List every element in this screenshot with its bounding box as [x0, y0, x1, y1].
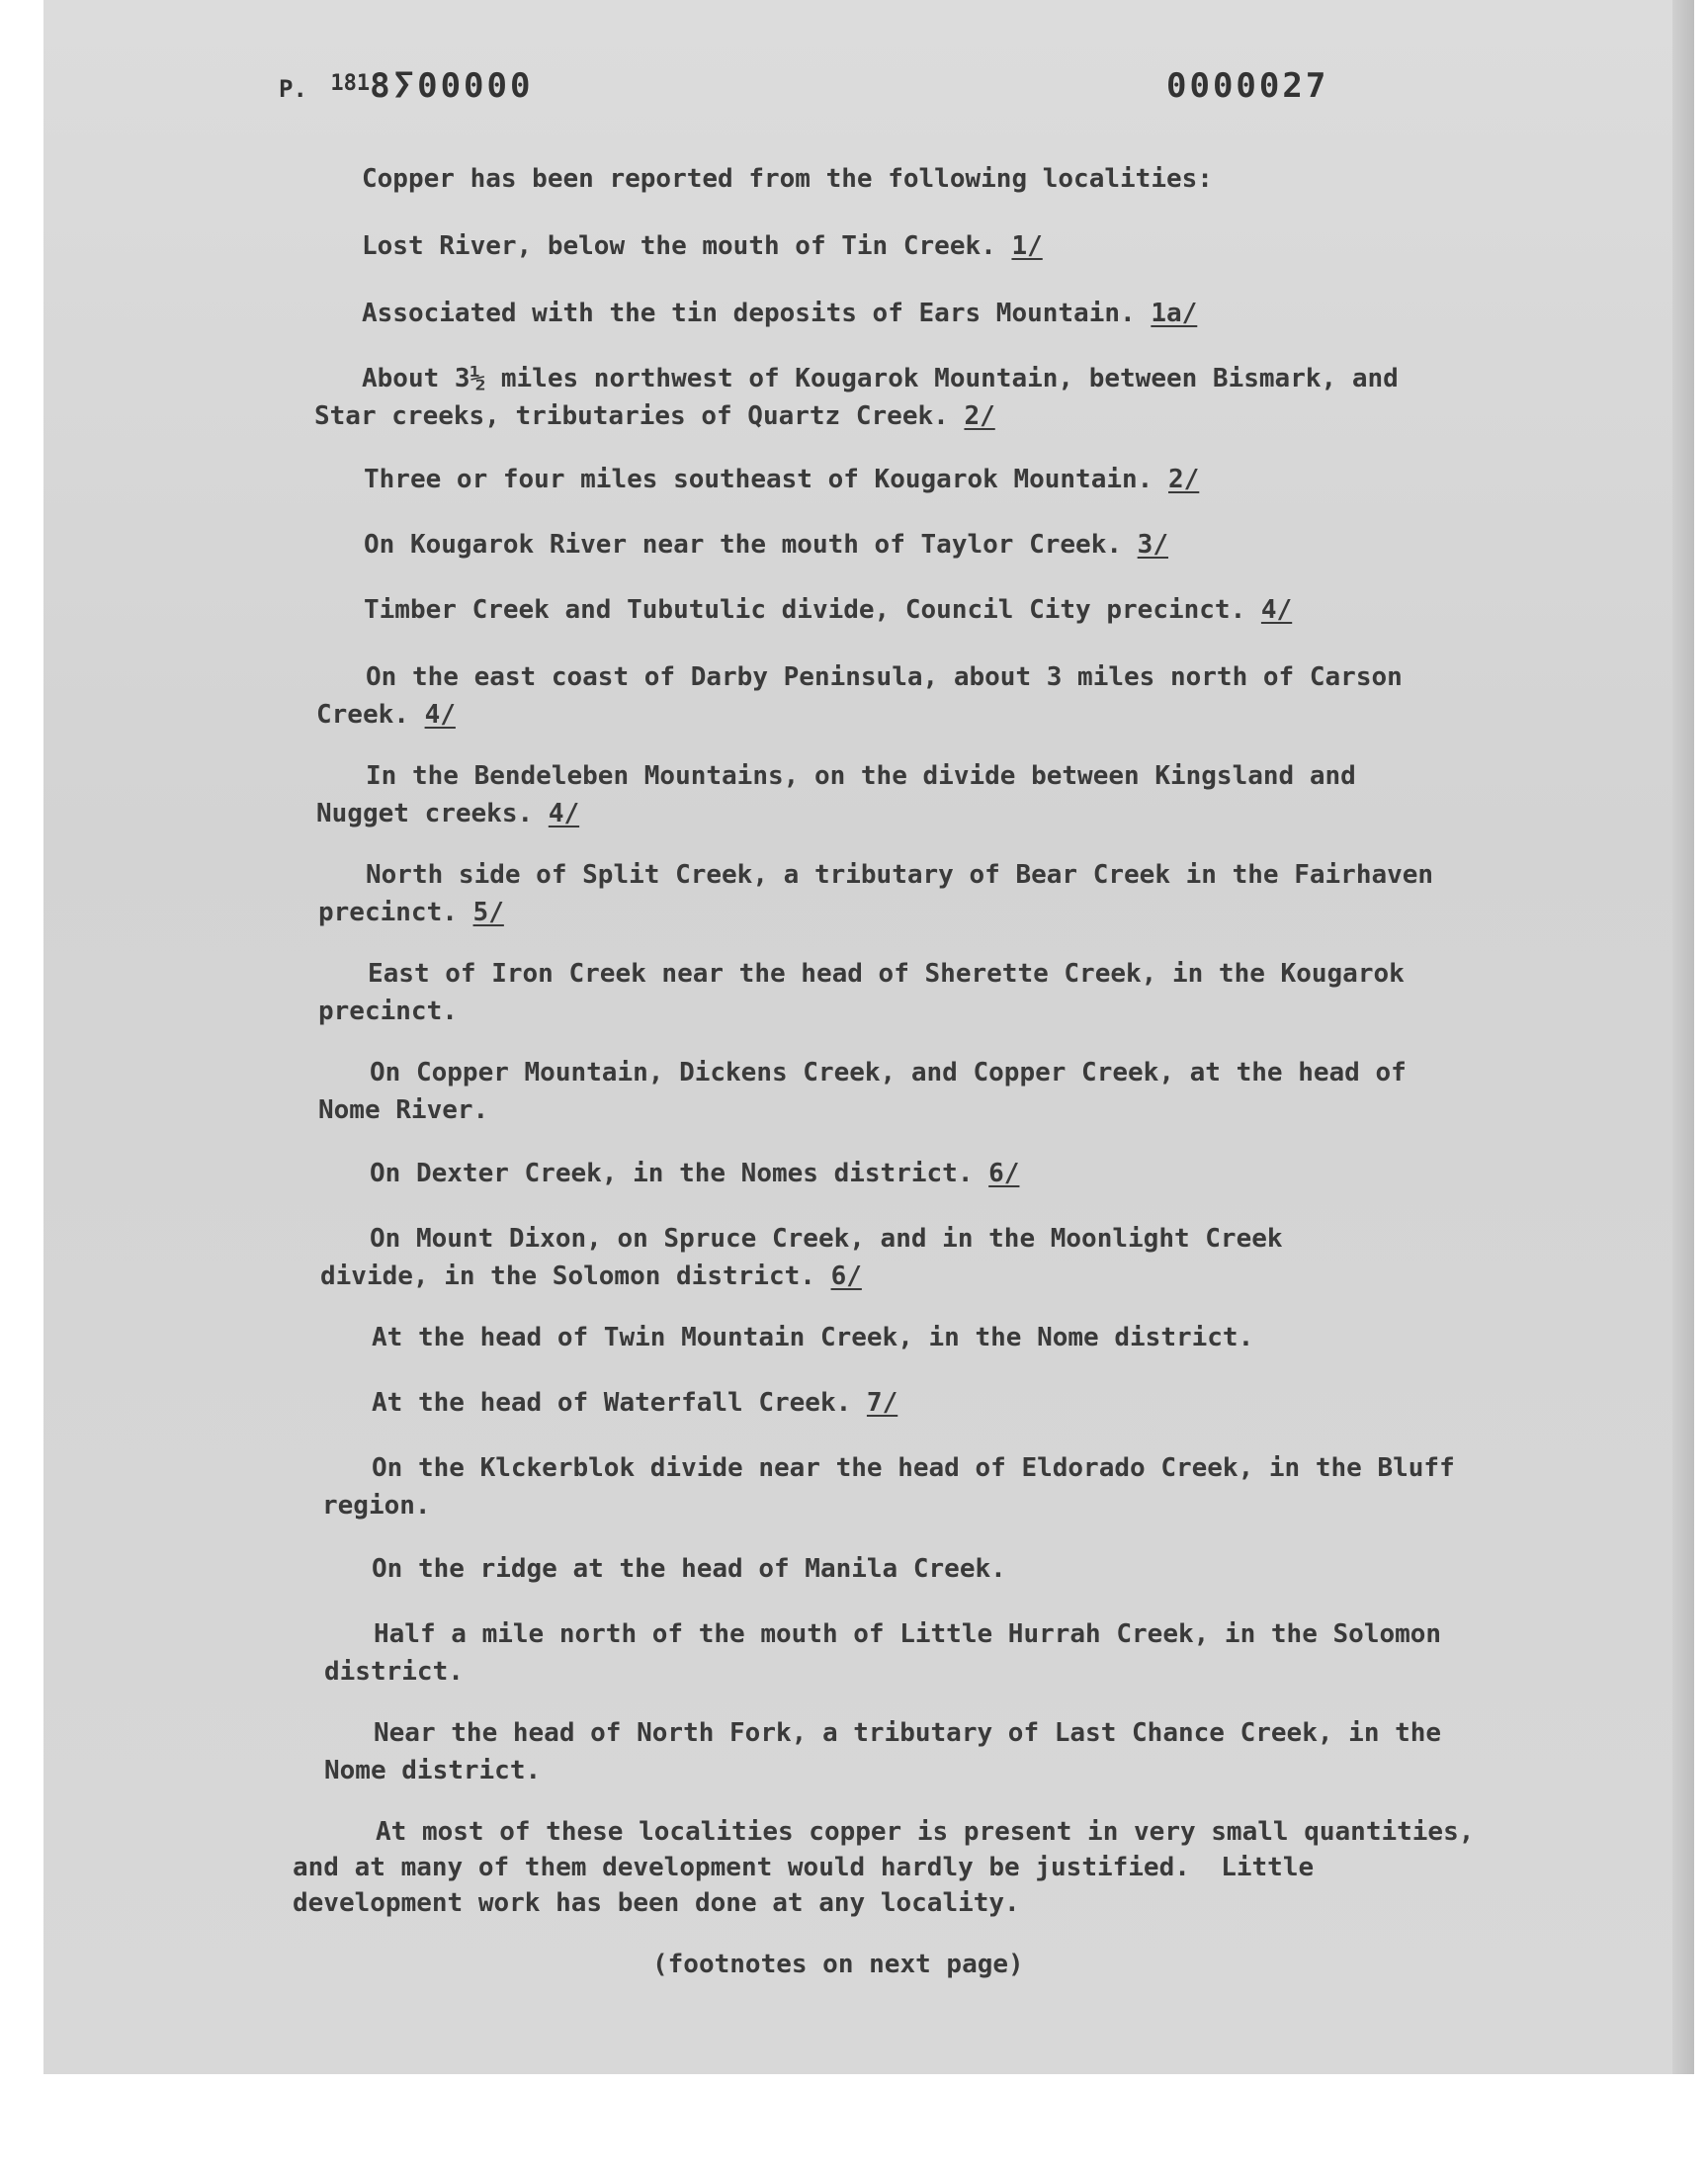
locality-text: Lost River, below the mouth of Tin Creek. — [362, 231, 996, 261]
locality-line — [374, 1714, 1441, 1752]
locality-text: Three or four miles southeast of Kougarok Mountain. — [364, 465, 1153, 494]
locality-text: Half a mile north of the mouth of Little Hurrah Creek, in the Solomon — [374, 1619, 1442, 1649]
locality-line — [370, 1155, 1019, 1192]
footnote-reference: 2/ — [1167, 465, 1200, 494]
locality-line — [372, 1319, 1253, 1356]
locality-text: On the ridge at the head of Manila Creek. — [372, 1554, 1006, 1584]
conclusion-line: At most of these localities copper is present in very small quantities, — [376, 1817, 1475, 1847]
footnote-reference: 1/ — [1011, 231, 1043, 261]
locality-line — [366, 757, 1356, 795]
footnote-reference: 4/ — [548, 799, 580, 828]
locality-line — [362, 360, 1399, 397]
footnote-reference: 6/ — [988, 1159, 1020, 1188]
conclusion-line: and at many of them development would hardly be justified. Little — [293, 1853, 1315, 1882]
locality-text: On the Klckerblok divide near the head of Eldorado Creek, in the Bluff — [372, 1453, 1455, 1483]
locality-line — [364, 461, 1199, 498]
intro-sentence: Copper has been reported from the following localities: — [362, 164, 1213, 194]
footnote-reference: 4/ — [424, 700, 456, 730]
locality-line — [366, 856, 1433, 894]
locality-text: region. — [322, 1491, 431, 1521]
locality-line — [366, 658, 1403, 696]
locality-line — [362, 227, 1043, 265]
footnotes-note: (footnotes on next page) — [652, 1950, 1024, 1979]
locality-line — [372, 1449, 1455, 1487]
locality-line — [370, 1220, 1283, 1258]
locality-text: divide, in the Solomon district. — [320, 1262, 815, 1291]
locality-text: East of Iron Creek near the head of Sherette Creek, in the Kougarok — [368, 959, 1405, 989]
locality-text: Nome district. — [324, 1756, 542, 1785]
locality-text: On Copper Mountain, Dickens Creek, and Copper Creek, at the head of — [370, 1058, 1407, 1088]
locality-text: In the Bendeleben Mountains, on the divide between Kingsland and — [366, 761, 1356, 791]
locality-line — [324, 1752, 541, 1789]
locality-line — [318, 1091, 488, 1129]
locality-line — [320, 1258, 862, 1295]
conclusion-line: development work has been done at any locality. — [293, 1888, 1020, 1918]
locality-text: Near the head of North Fork, a tributary of Last Chance Creek, in the — [374, 1718, 1442, 1748]
locality-text: Nugget creeks. — [316, 799, 534, 828]
locality-line — [316, 795, 579, 832]
left-code: 8ⵢ00000 — [370, 66, 534, 106]
locality-text: Star creeks, tributaries of Quartz Creek. — [314, 401, 949, 431]
locality-text: precinct. — [318, 997, 458, 1026]
locality-line — [368, 955, 1405, 993]
locality-text: district. — [324, 1657, 464, 1687]
locality-text: On Dexter Creek, in the Nomes district. — [370, 1159, 974, 1188]
footnote-reference: 7/ — [866, 1388, 898, 1418]
footnote-reference: 2/ — [964, 401, 995, 431]
locality-text: Nome River. — [318, 1095, 489, 1125]
locality-text: On the east coast of Darby Peninsula, about 3 miles north of Carson — [366, 662, 1403, 692]
footnote-reference: 5/ — [472, 898, 504, 927]
locality-line — [314, 397, 995, 435]
locality-line — [372, 1550, 1006, 1588]
page-header-right: 0000027 — [1166, 66, 1329, 106]
page-header-left — [279, 67, 533, 108]
locality-text: At the head of Waterfall Creek. — [372, 1388, 852, 1418]
footnote-reference: 6/ — [830, 1262, 862, 1291]
locality-text: Timber Creek and Tubutulic divide, Council City precinct. — [364, 595, 1246, 625]
locality-line — [374, 1615, 1441, 1653]
locality-text: On Mount Dixon, on Spruce Creek, and in the Moonlight Creek — [370, 1224, 1283, 1254]
locality-line — [372, 1384, 897, 1422]
page-prefix: P. — [279, 75, 307, 103]
locality-line — [318, 993, 458, 1030]
page-number: 181 — [330, 71, 371, 96]
locality-line — [318, 894, 504, 931]
locality-line — [316, 696, 456, 734]
locality-text: Associated with the tin deposits of Ears Mountain. — [362, 299, 1136, 328]
locality-text: Creek. — [316, 700, 409, 730]
locality-line — [362, 295, 1197, 332]
footnote-reference: 3/ — [1137, 530, 1168, 560]
footnote-reference: 4/ — [1260, 595, 1293, 625]
locality-line — [370, 1054, 1407, 1091]
locality-line — [324, 1653, 464, 1691]
locality-line — [322, 1487, 431, 1524]
locality-line — [364, 526, 1168, 564]
locality-line — [364, 591, 1292, 629]
locality-text: precinct. — [318, 898, 458, 927]
locality-text: On Kougarok River near the mouth of Taylor Creek. — [364, 530, 1123, 560]
locality-text: At the head of Twin Mountain Creek, in the Nome district. — [372, 1323, 1254, 1352]
locality-text: About 3½ miles northwest of Kougarok Mountain, between Bismark, and — [362, 364, 1399, 393]
footnote-reference: 1a/ — [1151, 299, 1198, 328]
locality-text: North side of Split Creek, a tributary of Bear Creek in the Fairhaven — [366, 860, 1434, 890]
